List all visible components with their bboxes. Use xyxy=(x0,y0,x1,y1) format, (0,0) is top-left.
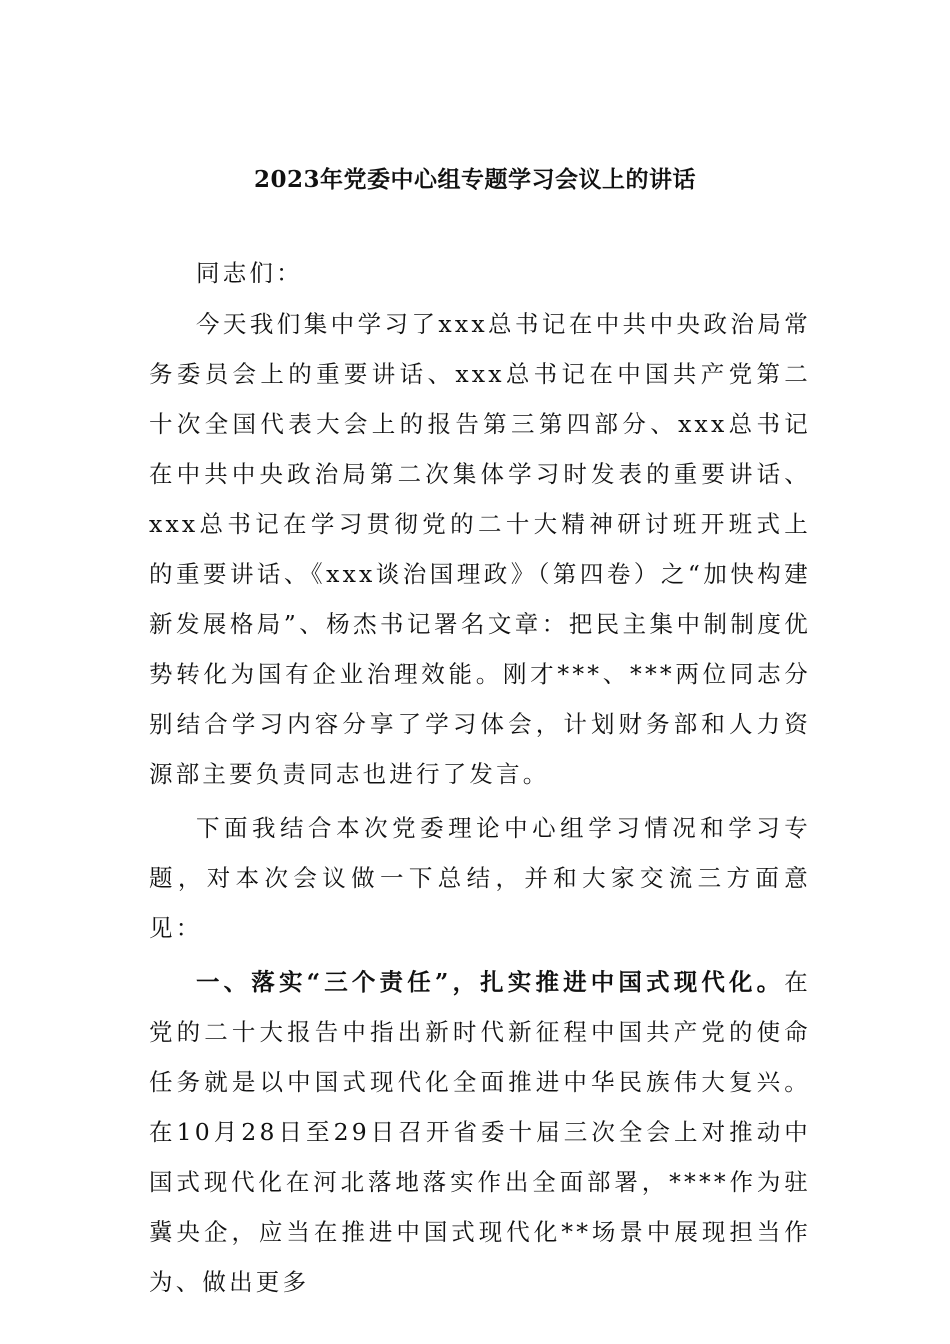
document-title: 2023年党委中心组专题学习会议上的讲话 xyxy=(253,166,696,193)
section-1-heading: 一、落实“三个责任”，扎实推进中国式现代化。 xyxy=(196,968,785,996)
paragraph-intro: 今天我们集中学习了xxx总书记在中共中央政治局常务委员会上的重要讲话、xxx总书记在中国共产党第二十次全国代表大会上的报告第三第四部分、xxx总书记在中共中央政治局第二次集体学习时发表的重要讲话、xxx总书记在学习贯彻党的二十大精神研讨班开班式上的重要讲话、《xxx谈治国理政》（第四卷）之“加快构建新发展格局”、杨杰书记署名文章：把民主集中制制度优势转化为国有企业治理效能。刚才***、***两位同志分别结合学习内容分享了学习体会，计划财务部和人力资源部主要负责同志也进行了发言。 xyxy=(149,310,811,788)
document-body xyxy=(149,248,811,1311)
section-1-body: 在党的二十大报告中指出新时代新征程中国共产党的使命任务就是以中国式现代化全面推进中华民族伟大复兴。在10月28日至29日召开省委十届三次全会上对推动中国式现代化在河北落地落实作出全面部署，****作为驻冀央企，应当在推进中国式现代化**场景中展现担当作为、做出更多 xyxy=(149,968,811,1296)
paragraph-summary: 下面我结合本次党委理论中心组学习情况和学习专题，对本次会议做一下总结，并和大家交流三方面意见： xyxy=(149,814,811,942)
salutation: 同志们： xyxy=(196,259,303,287)
section-1-paragraph xyxy=(149,957,811,1307)
